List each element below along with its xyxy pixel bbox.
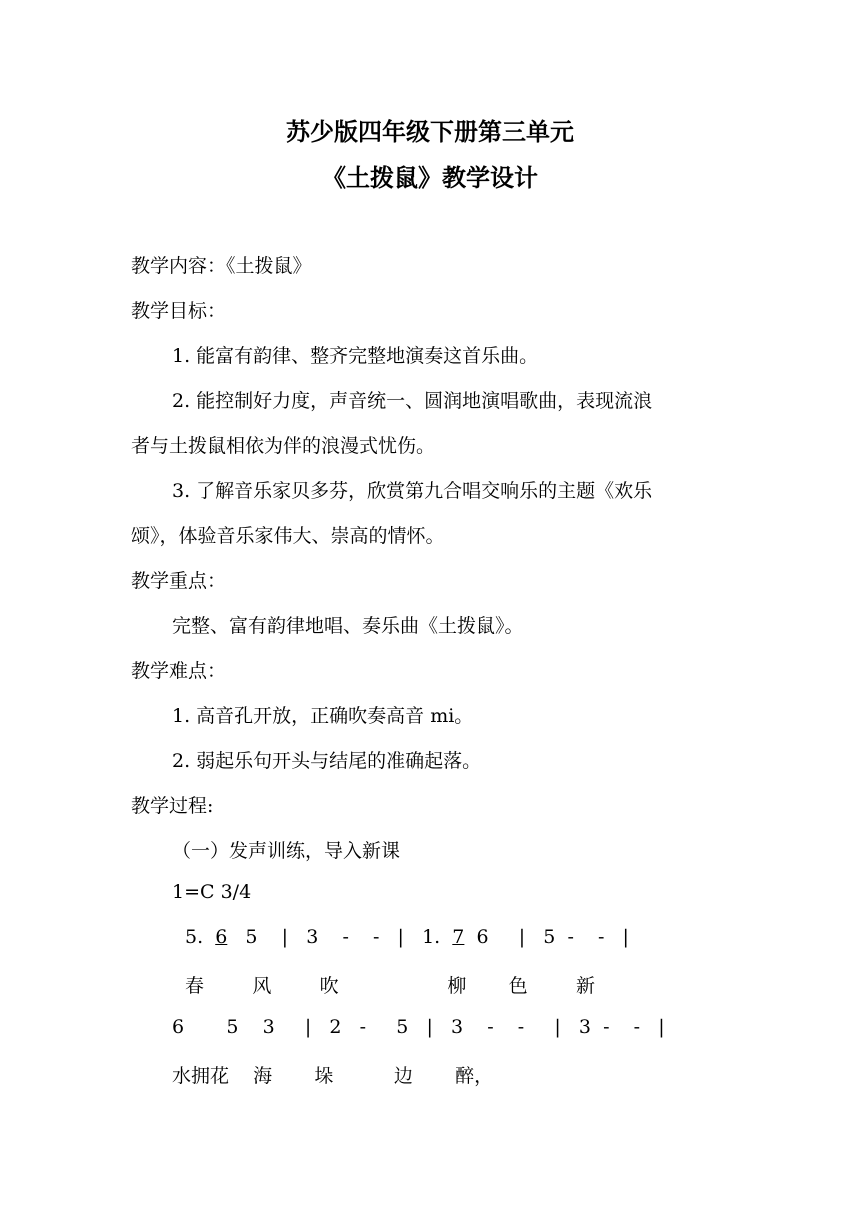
notation-row-2: 6 5 3 | 2 - 5 | 3 - - | 3 - - | <box>172 1016 665 1038</box>
objectives-heading: 教学目标： <box>131 300 227 322</box>
difficulty-2: 2. 弱起乐句开头与结尾的准确起落。 <box>172 750 482 772</box>
section-1-heading: （一）发声训练，导入新课 <box>172 840 401 862</box>
process-heading: 教学过程: <box>131 795 214 817</box>
difficulty-heading: 教学难点： <box>131 660 227 682</box>
underlined-note-6: 6 <box>215 926 228 948</box>
key-signature: 1=C 3/4 <box>172 881 252 903</box>
lyrics-row-2: 水拥花 海 垛 边 醉， <box>172 1065 494 1087</box>
notation-row-1-part-b: 5 | 3 - - | 1. <box>227 926 453 948</box>
key-point: 完整、富有韵律地唱、奏乐曲《土拨鼠》。 <box>172 615 524 637</box>
objective-1: 1. 能富有韵律、整齐完整地演奏这首乐曲。 <box>172 345 539 367</box>
document-title-line1: 苏少版四年级下册第三单元 <box>286 117 574 146</box>
objective-3-line-a: 3. 了解音乐家贝多芬，欣赏第九合唱交响乐的主题《欢乐 <box>172 480 653 502</box>
notation-row-1 <box>185 926 629 948</box>
objective-2-line-b: 者与土拨鼠相依为伴的浪漫式忧伤。 <box>131 435 436 457</box>
notation-row-1-part-a: 5. <box>185 926 216 948</box>
underlined-note-7: 7 <box>452 926 465 948</box>
document-title-line2: 《土拨鼠》教学设计 <box>322 163 538 192</box>
lyrics-row-1: 春 风 吹 柳 色 新 <box>185 975 595 997</box>
teaching-content: 教学内容：《土拨鼠》 <box>131 255 312 277</box>
key-points-heading: 教学重点： <box>131 570 227 592</box>
notation-row-1-part-c: 6 | 5 - - | <box>464 926 629 948</box>
difficulty-1: 1. 高音孔开放，正确吹奏高音 mi。 <box>172 705 474 727</box>
objective-3-line-b: 颂》，体验音乐家伟大、崇高的情怀。 <box>131 525 445 547</box>
objective-2-line-a: 2. 能控制好力度，声音统一、圆润地演唱歌曲，表现流浪 <box>172 390 653 412</box>
